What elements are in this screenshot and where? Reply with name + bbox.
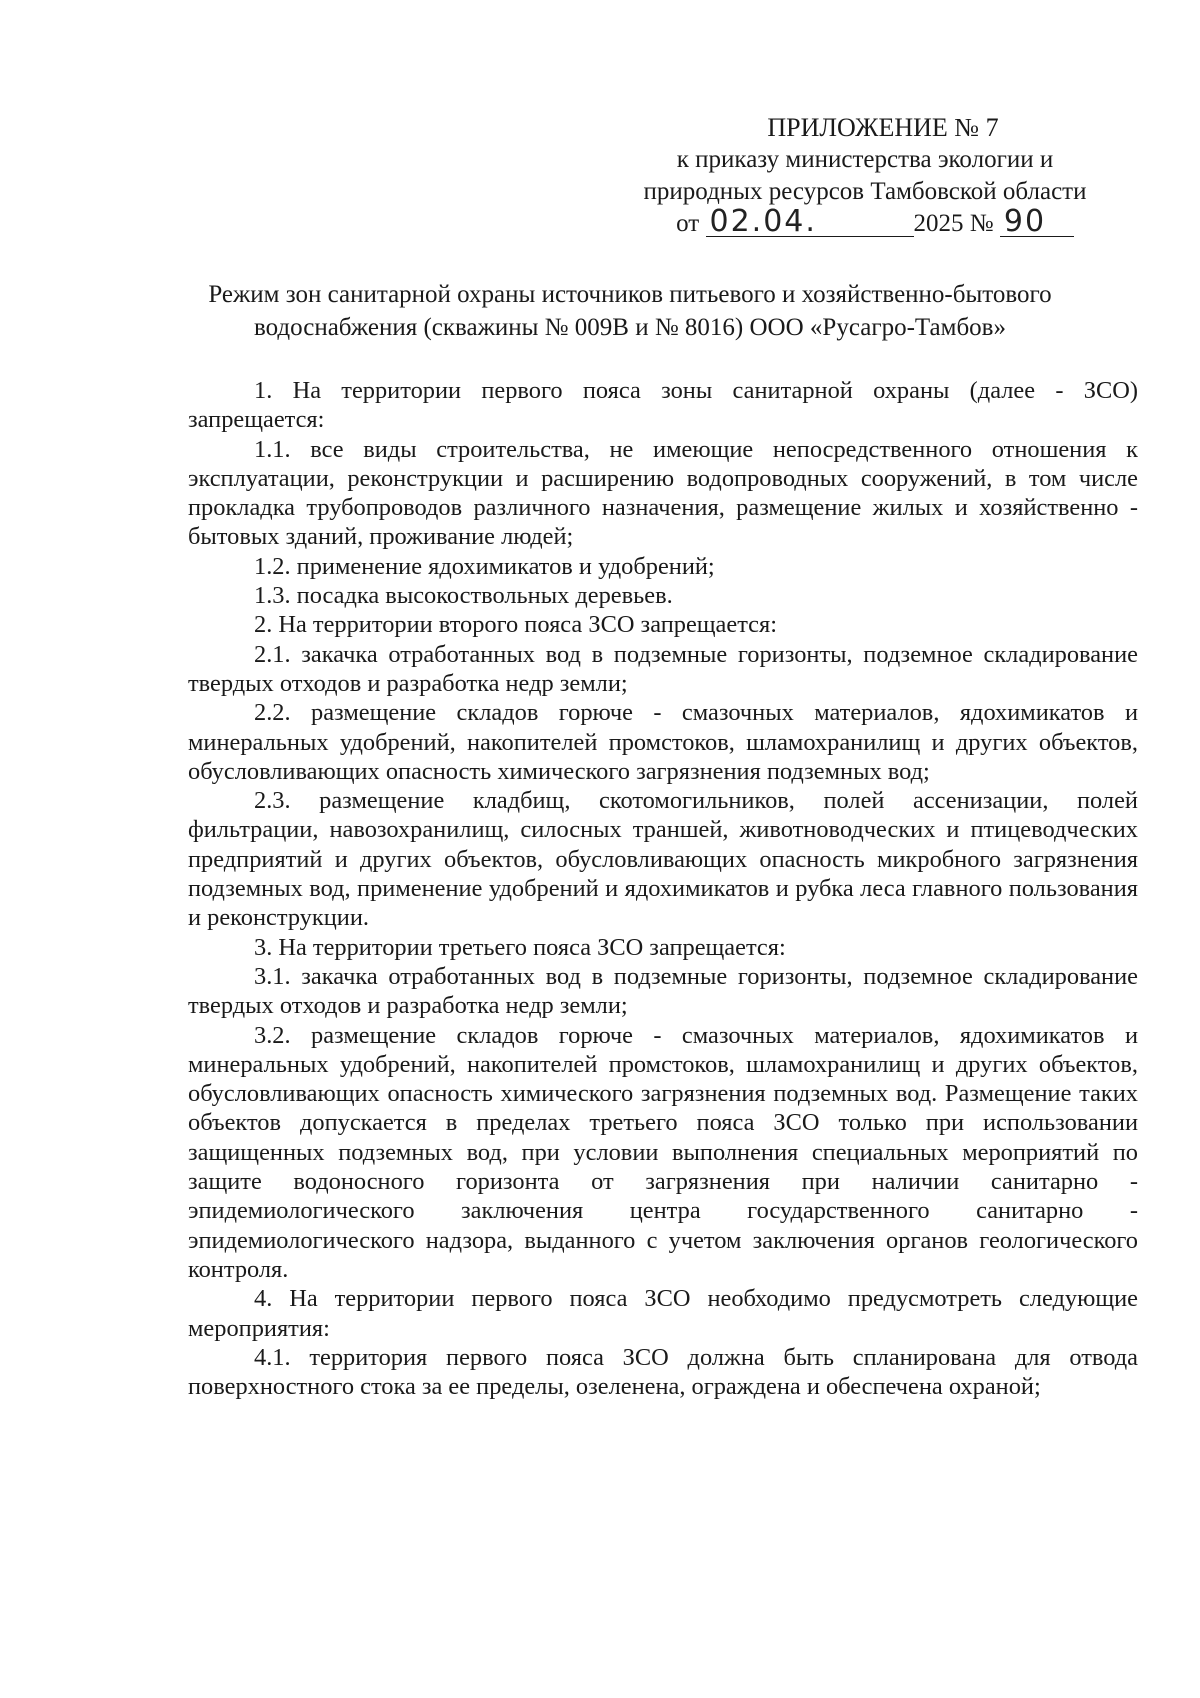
paragraph-2-1: 2.1. закачка отработанных вод в подземные горизонты, подземное складирование твердых отходов и разработка недр земли; — [188, 640, 1138, 697]
paragraph-2-3: 2.3. размещение кладбищ, скотомогильников, полей ассенизации, полей фильтрации, навозохранилищ, силосных траншей, животноводческих и птицеводческих предприятий и других объектов, обусловливающих опасность микробного загрязнения подземных вод, применение удобрений и ядохимикатов и рубка леса главного пользования и реконструкции. — [188, 787, 1138, 932]
paragraph-1-2: 1.2. применение ядохимикатов и удобрений; — [254, 552, 715, 580]
paragraph-2: 2. На территории второго пояса ЗСО запрещается: — [254, 611, 777, 639]
paragraph-1-1: 1.1. все виды строительства, не имеющие непосредственного отношения к эксплуатации, реконструкции и расширению водопроводных сооружений, в том числе прокладка трубопроводов различного назначения, размещение жилых и хозяйственно - бытовых зданий, проживание людей; — [188, 435, 1138, 551]
document-title-line-2: водоснабжения (скважины № 009В и № 8016) ООО «Русагро-Тамбов» — [253, 314, 1006, 341]
document-title-line-1: Режим зон санитарной охраны источников питьевого и хозяйственно-бытового — [208, 281, 1052, 308]
paragraph-1-3: 1.3. посадка высокоствольных деревьев. — [254, 582, 673, 610]
appendix-date-row — [620, 204, 1130, 240]
document-title — [120, 278, 1140, 344]
paragraph-3: 3. На территории третьего пояса ЗСО запрещается: — [254, 933, 786, 961]
appendix-header — [600, 112, 1130, 240]
handwritten-order-number: 90 — [1000, 208, 1074, 237]
paragraph-4-1: 4.1. территория первого пояса ЗСО должна быть спланирована для отвода поверхностного стока за ее пределы, озеленена, ограждена и обеспечена охраной; — [188, 1343, 1138, 1401]
order-year-label: 2025 № — [913, 210, 994, 237]
appendix-order-ref: к приказу министерства экологии и — [676, 146, 1054, 173]
paragraph-4: 4. На территории первого пояса ЗСО необходимо предусмотреть следующие мероприятия: — [188, 1285, 1138, 1342]
document-body — [188, 376, 1138, 1401]
paragraph-1: 1. На территории первого пояса зоны санитарной охраны (далее - ЗСО) запрещается: — [188, 377, 1138, 434]
appendix-title: ПРИЛОЖЕНИЕ № 7 — [767, 113, 999, 142]
paragraph-3-2: 3.2. размещение складов горюче - смазочных материалов, ядохимикатов и минеральных удобрений, накопителей промстоков, шламохранилищ и других объектов, обусловливающих опасность химического загрязнения подземных вод. Размещение таких объектов допускается в пределах третьего пояса ЗСО только при использовании защищенных подземных вод, при условии выполнения специальных мероприятий по защите водоносного горизонта от загрязнения при наличии санитарно - эпидемиологического заключения центра государственного санитарно - эпидемиологического надзора, выданного с учетом заключения органов геологического контроля. — [188, 1021, 1138, 1283]
date-prefix: от — [676, 210, 700, 237]
handwritten-date: 02.04. — [706, 208, 914, 237]
appendix-ministry: природных ресурсов Тамбовской области — [643, 178, 1087, 205]
paragraph-3-1: 3.1. закачка отработанных вод в подземные горизонты, подземное складирование твердых отходов и разработка недр земли; — [188, 962, 1138, 1020]
paragraph-2-2: 2.2. размещение складов горюче - смазочных материалов, ядохимикатов и минеральных удобрений, накопителей промстоков, шламохранилищ и других объектов, обусловливающих опасность химического загрязнения подземных вод; — [188, 699, 1138, 785]
